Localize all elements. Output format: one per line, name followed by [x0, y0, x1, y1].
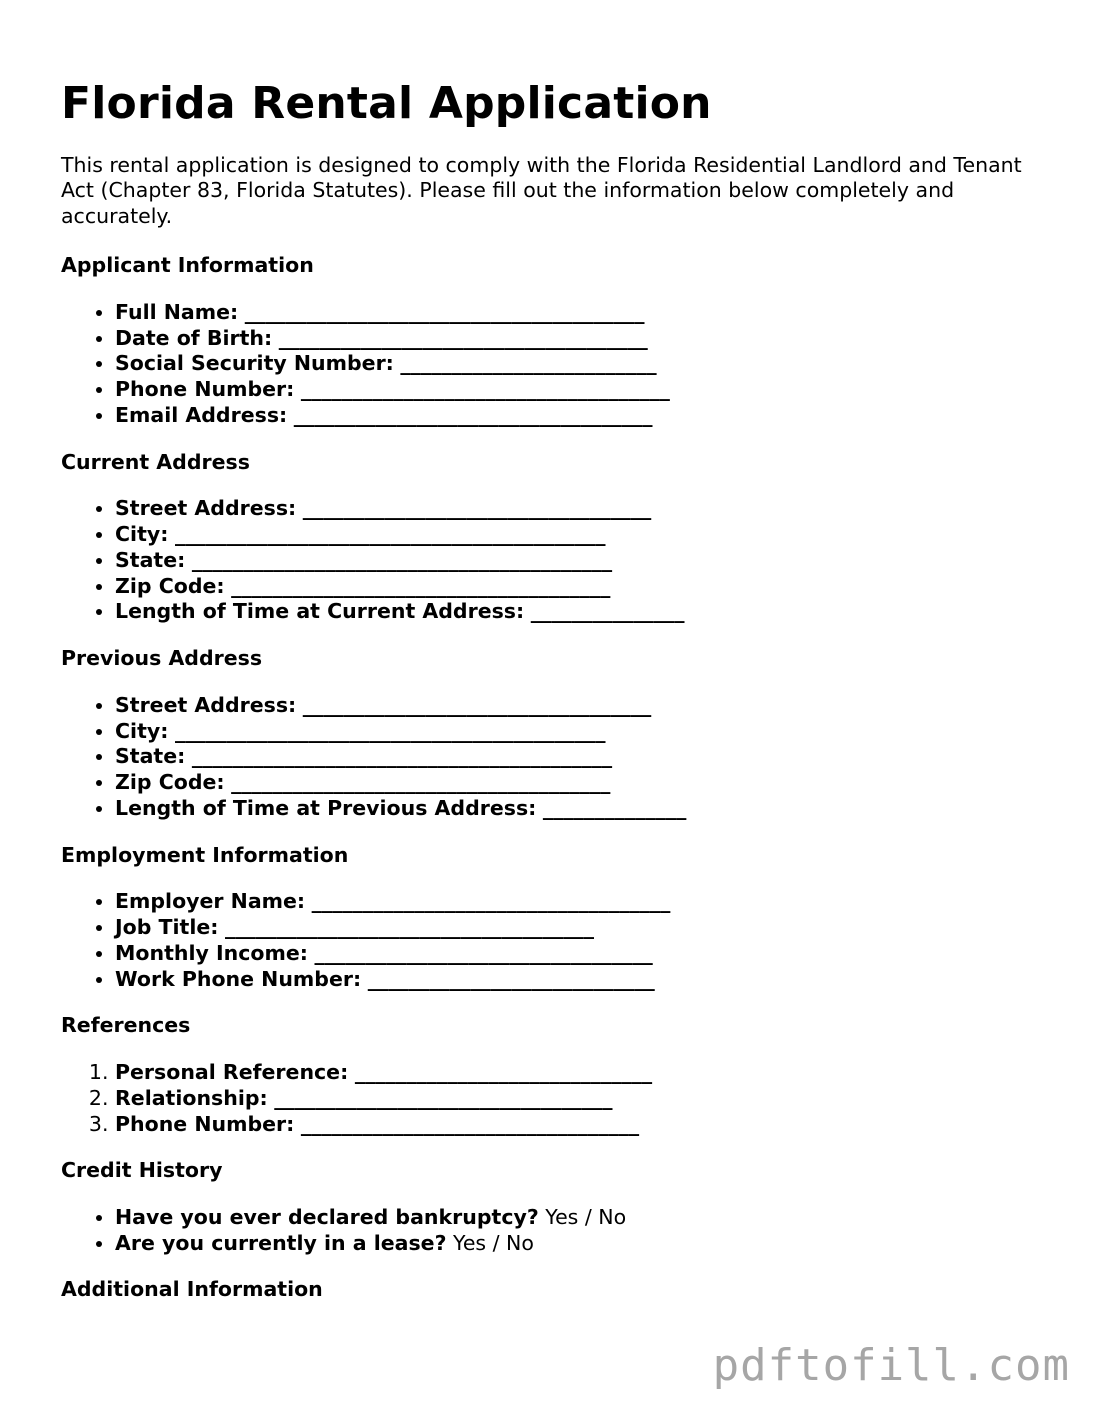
field-label: Email Address: [115, 402, 288, 427]
field-label: Date of Birth: [115, 325, 273, 350]
field-label: Job Title: [115, 915, 219, 940]
list-item [115, 693, 1051, 719]
section-heading-previous-address: Previous Address [61, 646, 263, 671]
document-page [61, 70, 1051, 1324]
field-label: Street Address: [115, 496, 297, 521]
list-item [115, 377, 1051, 403]
field-label: Monthly Income: [115, 940, 308, 965]
page-title: Florida Rental Application [61, 78, 712, 129]
list-item [115, 1231, 1051, 1257]
current-address-field-list [61, 496, 1051, 625]
list-item [115, 915, 1051, 941]
field-label: Zip Code: [115, 770, 225, 795]
list-item [115, 770, 1051, 796]
current-street-field[interactable]: __________________________________ [302, 496, 652, 521]
section-heading-current-address: Current Address [61, 449, 250, 474]
relationship-field[interactable]: _________________________________ [274, 1085, 613, 1110]
field-label: Relationship: [115, 1085, 268, 1110]
section-heading-credit: Credit History [61, 1158, 223, 1183]
section-heading-applicant: Applicant Information [61, 253, 314, 278]
field-label: Are you currently in a lease? [115, 1230, 447, 1255]
list-item [115, 599, 1051, 625]
previous-city-field[interactable]: __________________________________________ [174, 718, 606, 743]
current-state-field[interactable]: _________________________________________ [191, 547, 613, 572]
employment-field-list [61, 889, 1051, 992]
list-item [115, 548, 1051, 574]
list-item [115, 1112, 1051, 1138]
field-label: State: [115, 744, 186, 769]
field-label: Personal Reference: [115, 1059, 349, 1084]
job-title-field[interactable]: ____________________________________ [225, 915, 594, 940]
reference-phone-field[interactable]: _________________________________ [300, 1111, 640, 1136]
full-name-field[interactable]: _______________________________________ [244, 299, 645, 324]
list-item [115, 351, 1051, 377]
work-phone-field[interactable]: ____________________________ [367, 966, 655, 991]
list-item [115, 496, 1051, 522]
current-city-field[interactable]: __________________________________________ [174, 522, 606, 547]
previous-address-field-list [61, 693, 1051, 822]
field-label: City: [115, 718, 169, 743]
field-label: Street Address: [115, 692, 297, 717]
field-label: City: [115, 522, 169, 547]
bankruptcy-yes-no[interactable]: Yes / No [545, 1204, 627, 1229]
list-item [115, 403, 1051, 429]
phone-number-field[interactable]: ____________________________________ [300, 377, 670, 402]
personal-reference-field[interactable]: _____________________________ [354, 1059, 653, 1084]
previous-state-field[interactable]: _________________________________________ [191, 744, 613, 769]
list-item [115, 522, 1051, 548]
list-item [115, 1060, 1051, 1086]
current-zip-field[interactable]: _____________________________________ [231, 573, 611, 598]
list-item [115, 1205, 1051, 1231]
list-item [115, 744, 1051, 770]
previous-zip-field[interactable]: _____________________________________ [231, 770, 611, 795]
monthly-income-field[interactable]: _________________________________ [314, 940, 653, 965]
section-heading-references: References [61, 1013, 191, 1038]
field-label: Full Name: [115, 299, 239, 324]
field-label: Phone Number: [115, 1111, 295, 1136]
field-label: Length of Time at Current Address: [115, 599, 525, 624]
section-heading-additional: Additional Information [61, 1277, 323, 1302]
section-heading-employment: Employment Information [61, 842, 349, 867]
list-item [115, 326, 1051, 352]
intro-paragraph: This rental application is designed to comply with the Florida Residential Landlord and Tenant Act (Chapter 83, Florida Statutes). Please fill out the information below completely and accurately. [61, 152, 1022, 228]
field-label: Work Phone Number: [115, 966, 362, 991]
list-item [115, 796, 1051, 822]
date-of-birth-field[interactable]: ____________________________________ [278, 325, 648, 350]
list-item [115, 889, 1051, 915]
credit-field-list [61, 1205, 1051, 1257]
employer-name-field[interactable]: ___________________________________ [311, 889, 671, 914]
field-label: Social Security Number: [115, 351, 394, 376]
field-label: Employer Name: [115, 889, 306, 914]
references-field-list [61, 1060, 1051, 1137]
field-label: Have you ever declared bankruptcy? [115, 1204, 539, 1229]
list-item [115, 1086, 1051, 1112]
list-item [115, 574, 1051, 600]
list-item [115, 967, 1051, 993]
applicant-field-list [61, 300, 1051, 429]
list-item [115, 941, 1051, 967]
field-label: Length of Time at Previous Address: [115, 795, 537, 820]
current-length-field[interactable]: _______________ [530, 599, 685, 624]
previous-length-field[interactable]: ______________ [542, 795, 687, 820]
list-item [115, 719, 1051, 745]
field-label: Zip Code: [115, 573, 225, 598]
watermark: pdftofill.com [712, 1340, 1070, 1391]
ssn-field[interactable]: _________________________ [400, 351, 657, 376]
list-item [115, 300, 1051, 326]
email-address-field[interactable]: ___________________________________ [293, 402, 653, 427]
previous-street-field[interactable]: __________________________________ [302, 692, 652, 717]
field-label: Phone Number: [115, 377, 295, 402]
field-label: State: [115, 547, 186, 572]
current-lease-yes-no[interactable]: Yes / No [453, 1230, 534, 1255]
